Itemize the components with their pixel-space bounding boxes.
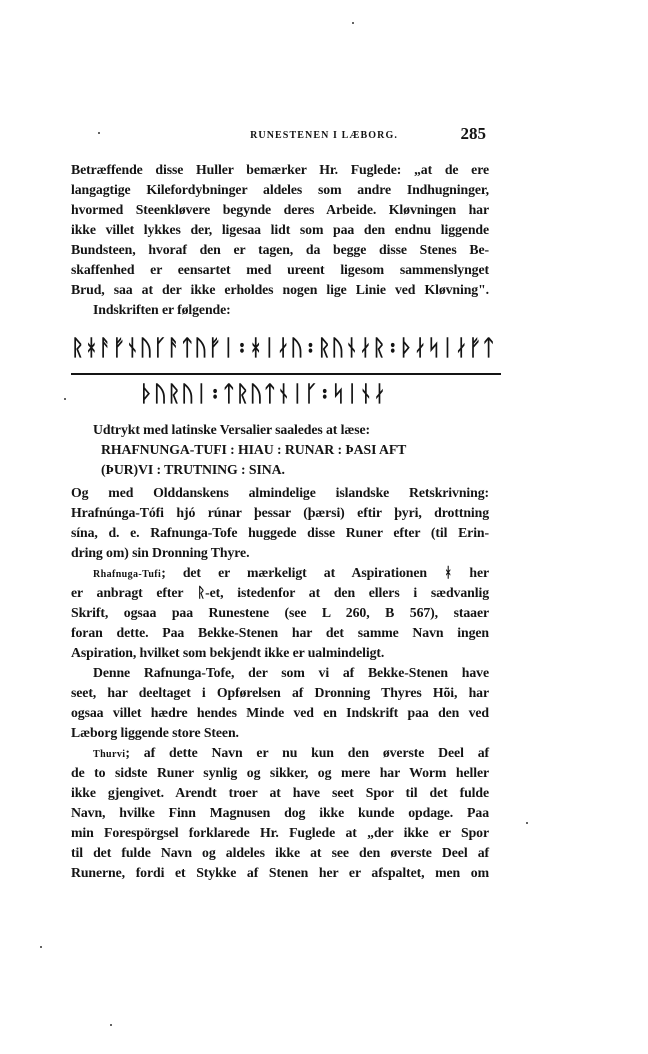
text-line: Runerne, fordi et Stykke af Stenen her er afspaltet, men om xyxy=(71,865,489,880)
text-line: langagtige Kilefordybninger aldeles som andre Indhugninger, xyxy=(71,182,489,197)
text-line: min Forespörgsel forklarede Hr. Fuglede at „der ikke er Spor xyxy=(71,825,489,840)
rune-divider xyxy=(71,373,501,375)
inscription-intro: Indskriften er følgende: xyxy=(93,302,231,317)
text-line: Denne Rafnunga-Tofe, der som vi af Bekke-Stenen have xyxy=(93,665,489,680)
small-caps-term: Rhafnuga-Tufi xyxy=(93,569,162,580)
text-line: seet, har deeltaget i Opførelsen af Dronning Thyres Hõi, har xyxy=(71,685,489,700)
paragraph-1 xyxy=(71,160,489,320)
text-line: de to sidste Runer synlig og sikker, og mere har Worm heller xyxy=(71,765,489,780)
transcription-block xyxy=(71,420,489,480)
paragraph-2 xyxy=(71,483,489,563)
rune-inscription-line-1: ᚱᚼᚨᚠᚾᚢᚴᚨᛏᚢᚠᛁ᛬ᚼᛁᛅᚢ᛬ᚱᚢᚾᛅᚱ᛬ᚦᛅᛋᛁᛅᚠᛏ xyxy=(71,336,496,361)
text-line: hvormed Steenkløvere begynde deres Arbeide. Kløvningen har xyxy=(71,202,489,217)
text-segment: ; af dette Navn er nu kun den øverste Deel af xyxy=(125,745,489,760)
rune-inscription-line-2: ᚦᚢᚱᚢᛁ᛬ᛏᚱᚢᛏᚾᛁᚴ᛬ᛋᛁᚾᛅ xyxy=(140,382,387,407)
running-head: RUNESTENEN I LÆBORG. xyxy=(250,130,398,141)
paper-speck xyxy=(352,22,354,24)
text-line: dring om) sin Dronning Thyre. xyxy=(71,545,250,560)
paragraph-4 xyxy=(71,663,489,743)
text-line: Betræffende disse Huller bemærker Hr. Fuglede: „at de ere xyxy=(71,162,489,177)
text-segment: ; det er mærkeligt at Aspirationen ᚼ her xyxy=(161,565,489,580)
text-line: skaffenhed er eensartet med ureent ligesom sammenslynget xyxy=(71,262,489,277)
paper-speck xyxy=(64,398,66,400)
text-line xyxy=(71,563,489,583)
text-line: Aspiration, hvilket som bekjendt ikke er ualmindeligt. xyxy=(71,645,385,660)
text-line: ikke gjengivet. Arendt troer at have seet Spor til det fulde xyxy=(71,785,489,800)
text-line: ikke villet lykkes der, ligesaa lidt som paa den endnu liggende xyxy=(71,222,489,237)
paper-speck xyxy=(110,1024,112,1026)
text-line: er anbragt efter ᚱ-et, istedenfor at den ellers i sædvanlig xyxy=(71,585,489,600)
text-line: Brud, saa at der ikke erholdes nogen lige Linie ved Kløvning". xyxy=(71,282,489,297)
transcription-intro: Udtrykt med latinske Versalier saaledes at læse: xyxy=(93,422,370,437)
paper-speck xyxy=(98,132,100,134)
text-line: Læborg liggende store Steen. xyxy=(71,725,239,740)
text-line: Hrafnúnga-Tófi hjó rúnar þessar (þærsi) eftir þyri, drottning xyxy=(71,505,489,520)
paragraph-5 xyxy=(71,743,489,883)
text-line: Skrift, ogsaa paa Runestene (see L 260, B 567), staaer xyxy=(71,605,489,620)
transcription-line: (ÞUR)VI : TRUTNING : SINA. xyxy=(101,462,285,477)
text-line: Bundsteen, hvoraf den er tagen, da begge disse Stenes Be- xyxy=(71,242,489,257)
text-line: Og med Olddanskens almindelige islandske Retskrivning: xyxy=(71,485,489,500)
text-line: foran dette. Paa Bekke-Stenen har det samme Navn ingen xyxy=(71,625,489,640)
paper-speck xyxy=(40,946,42,948)
text-line: til det fulde Navn og aldeles ikke at see den øverste Deel af xyxy=(71,845,489,860)
text-line: ogsaa villet hædre hendes Minde ved en Indskrift paa den ved xyxy=(71,705,489,720)
paper-speck xyxy=(526,822,528,824)
page-number: 285 xyxy=(460,124,486,143)
small-caps-term: Thurvi xyxy=(93,749,126,760)
page-header xyxy=(0,124,648,150)
text-line xyxy=(71,743,489,763)
text-line: Navn, hvilke Finn Magnusen dog ikke kunde opdage. Paa xyxy=(71,805,489,820)
transcription-line: RHAFNUNGA-TUFI : HIAU : RUNAR : ÞASI AFT xyxy=(101,442,407,457)
paragraph-3 xyxy=(71,563,489,663)
text-line: sína, d. e. Rafnunga-Tofe huggede disse Runer efter (til Erin- xyxy=(71,525,489,540)
